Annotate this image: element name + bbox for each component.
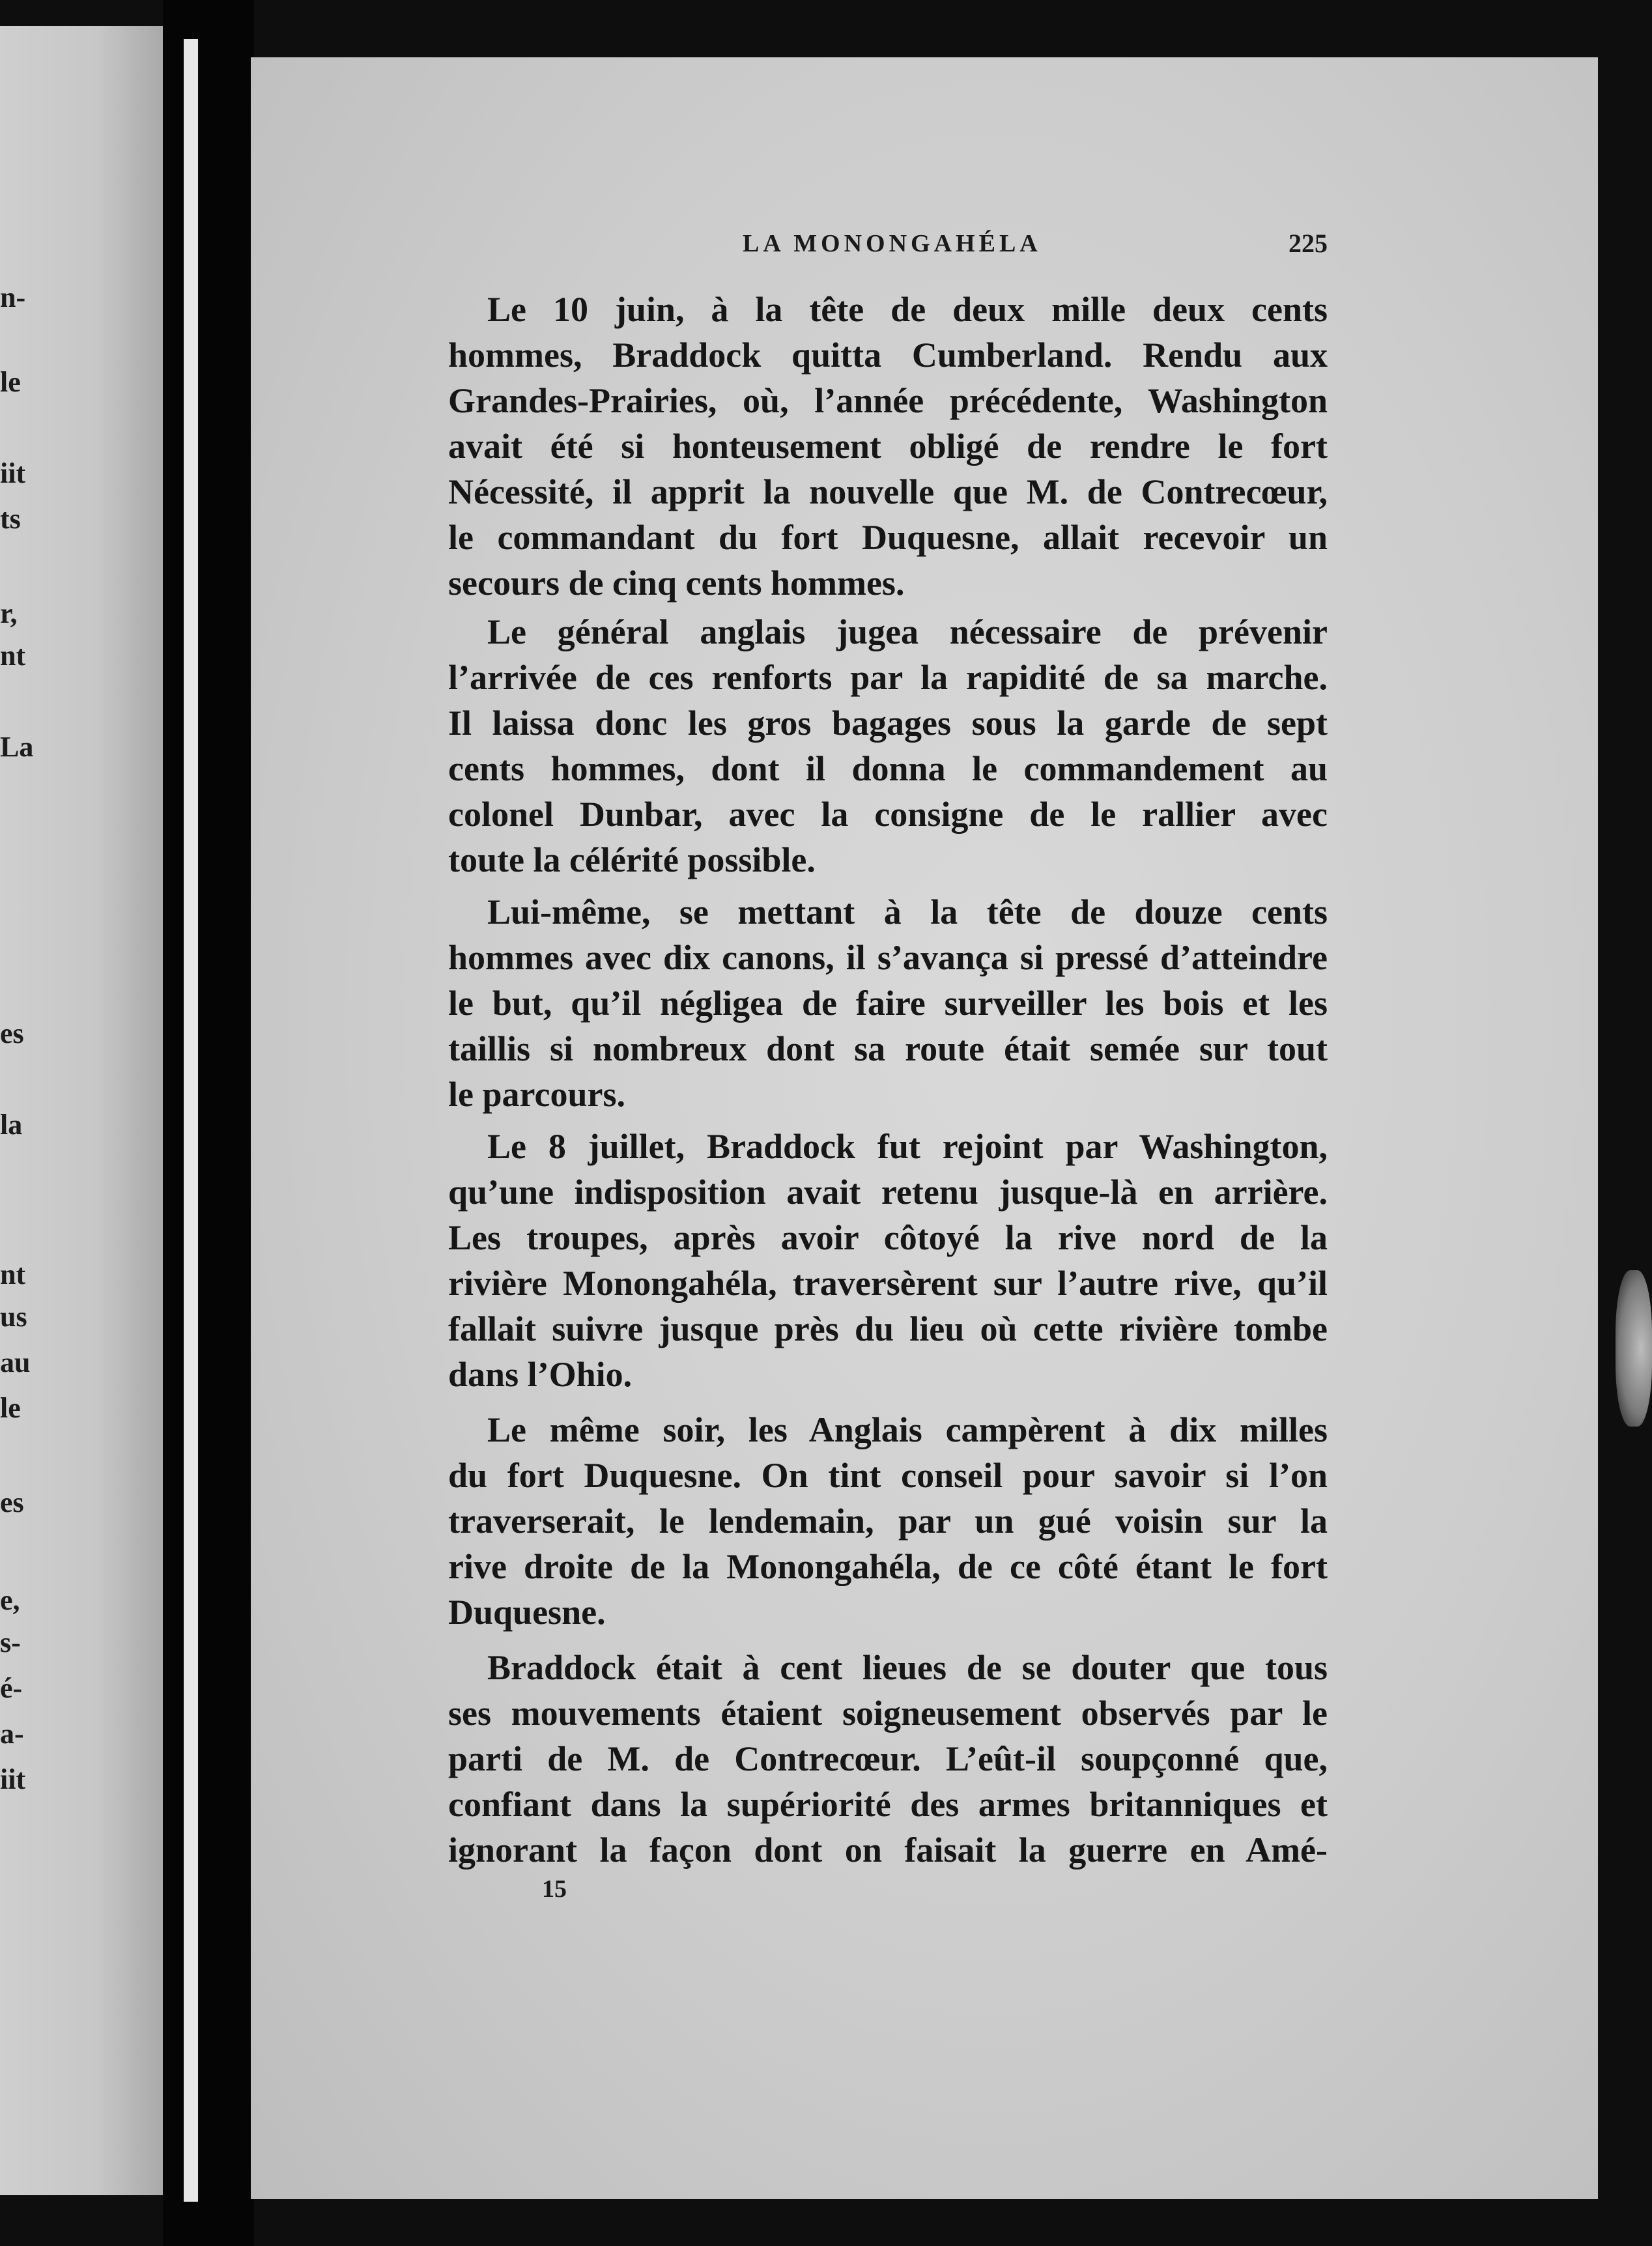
body-line: Nécessité, il apprit la nouvelle que M. de Contrecœur, <box>448 472 1328 511</box>
body-line: l’arrivée de ces renforts par la rapidité de sa marche. <box>448 658 1328 697</box>
left-page-fragment: iit <box>0 1763 26 1795</box>
body-line: Le même soir, les Anglais campèrent à dix milles <box>487 1410 1328 1449</box>
left-page-fragment: s- <box>0 1627 21 1658</box>
body-line: hommes avec dix canons, il s’avança si pressé d’atteindre <box>448 938 1328 977</box>
left-page-fragment: a- <box>0 1718 24 1750</box>
body-line: ignorant la façon dont on faisait la guerre en Amé- <box>448 1830 1328 1869</box>
left-page-fragment: é- <box>0 1672 23 1704</box>
running-header: LA MONONGAHÉLA <box>743 230 1042 257</box>
body-line: confiant dans la supériorité des armes britanniques et <box>448 1785 1328 1824</box>
body-line: ses mouvements étaient soigneusement observés par le <box>448 1694 1328 1733</box>
body-line: dans l’Ohio. <box>448 1355 633 1394</box>
left-page-fragment: le <box>0 1392 21 1424</box>
body-line: avait été si honteusement obligé de rendre le fort <box>448 427 1328 466</box>
body-line: colonel Dunbar, avec la consigne de le rallier avec <box>448 795 1328 834</box>
left-page-fragment: nt <box>0 640 26 672</box>
body-line: taillis si nombreux dont sa route était semée sur tout <box>448 1029 1328 1068</box>
body-line: Braddock était à cent lieues de se douter que tous <box>487 1648 1328 1687</box>
left-page-fragment: es <box>0 1017 24 1049</box>
body-line: Grandes-Prairies, où, l’année précédente, Washington <box>448 381 1328 420</box>
body-line: toute la célérité possible. <box>448 840 816 879</box>
body-line: du fort Duquesne. On tint conseil pour savoir si l’on <box>448 1456 1328 1495</box>
body-line: le but, qu’il négligea de faire surveiller les bois et les <box>448 984 1328 1023</box>
body-line: rivière Monongahéla, traversèrent sur l’autre rive, qu’il <box>448 1264 1328 1303</box>
body-line: Le 8 juillet, Braddock fut rejoint par Washington, <box>487 1127 1328 1166</box>
left-page-fragment: ts <box>0 503 21 535</box>
left-page-fragment: au <box>0 1346 31 1378</box>
body-line: qu’une indisposition avait retenu jusque-là en arrière. <box>448 1173 1328 1212</box>
left-page-fragment: le <box>0 366 21 398</box>
left-page-fragment: la <box>0 1109 23 1141</box>
body-line: secours de cinq cents hommes. <box>448 563 905 603</box>
body-line: parti de M. de Contrecœur. L’eût-il soupçonné que, <box>448 1739 1328 1778</box>
body-line: Les troupes, après avoir côtoyé la rive nord de la <box>448 1218 1328 1257</box>
left-page-fragment: r, <box>0 597 18 629</box>
body-line: Lui-même, se mettant à la tête de douze cents <box>487 892 1328 931</box>
book-gutter <box>163 0 254 2246</box>
body-line: rive droite de la Monongahéla, de ce côté étant le fort <box>448 1547 1328 1586</box>
signature-mark: 15 <box>542 1875 567 1903</box>
body-line: Le 10 juin, à la tête de deux mille deux cents <box>487 290 1328 329</box>
body-line: traverserait, le lendemain, par un gué voisin sur la <box>448 1501 1328 1541</box>
left-page-fragment: e, <box>0 1584 20 1616</box>
body-line: Le général anglais jugea nécessaire de prévenir <box>487 612 1328 651</box>
left-page-fragment: n- <box>0 281 26 313</box>
body-line: hommes, Braddock quitta Cumberland. Rendu aux <box>448 335 1328 375</box>
left-page-fragment: nt <box>0 1258 26 1290</box>
left-page-fragment: us <box>0 1301 27 1333</box>
left-page-fragment: iit <box>0 457 26 489</box>
body-line: Duquesne. <box>448 1593 606 1632</box>
previous-page-edge <box>0 26 163 2195</box>
gutter-highlight <box>184 39 198 2202</box>
body-line: le parcours. <box>448 1075 625 1114</box>
body-line: fallait suivre jusque près du lieu où cette rivière tombe <box>448 1309 1328 1348</box>
body-line: cents hommes, dont il donna le commandement au <box>448 749 1328 788</box>
left-page-fragment: es <box>0 1486 24 1518</box>
body-line: le commandant du fort Duquesne, allait recevoir un <box>448 518 1328 557</box>
left-page-fragment: La <box>0 731 34 763</box>
page-edge-stain <box>1616 1270 1652 1427</box>
body-line: Il laissa donc les gros bagages sous la garde de sept <box>448 704 1328 743</box>
page-number: 225 <box>1289 229 1328 258</box>
